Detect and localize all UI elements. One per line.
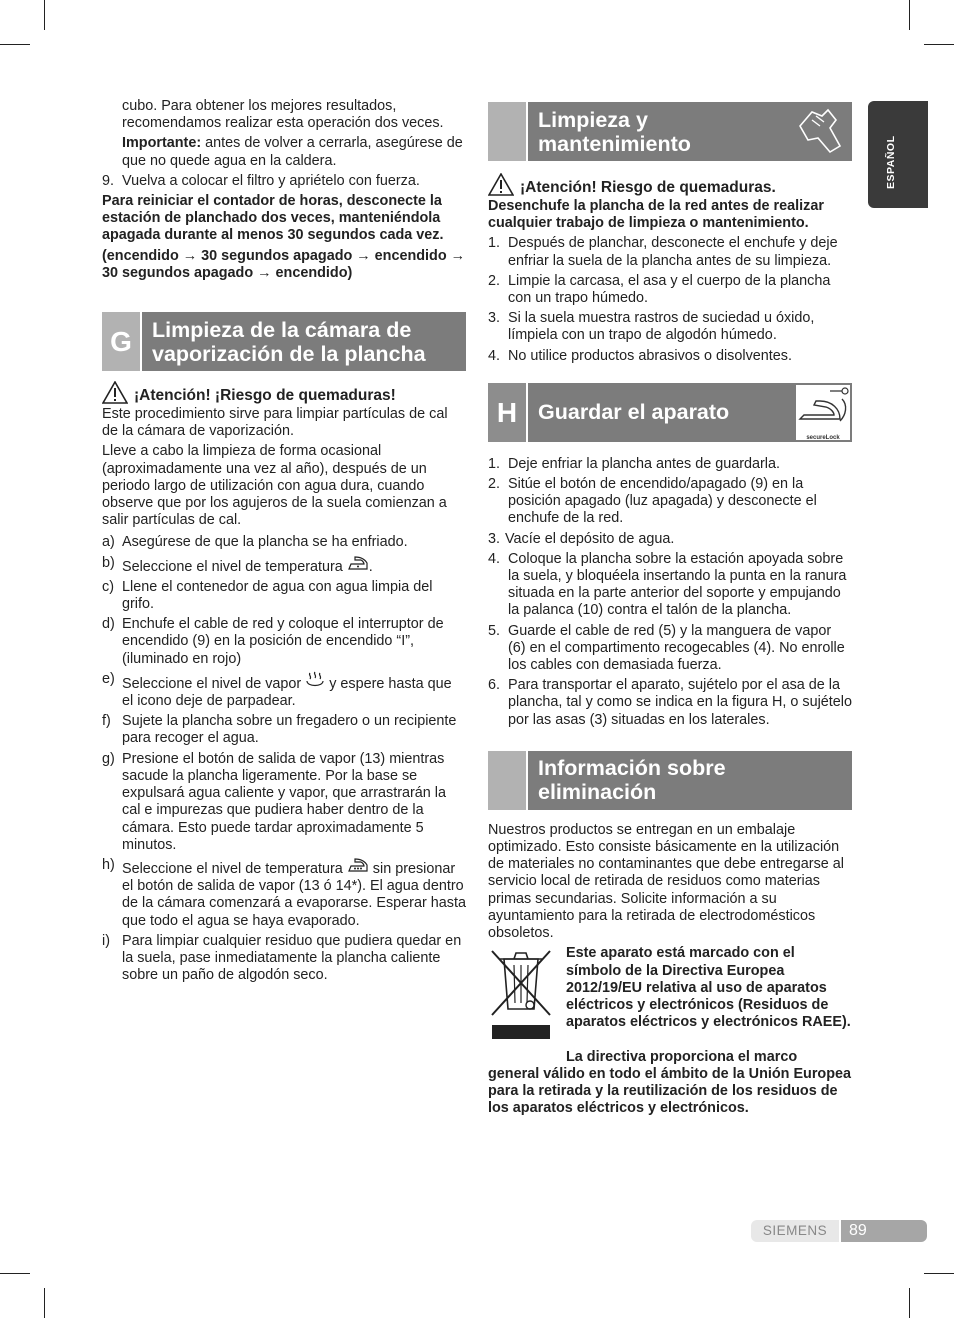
list-text: Seleccione el nivel de temperatura xyxy=(122,558,343,575)
list-marker: c) xyxy=(102,578,114,595)
reset-sequence: (encendido → 30 segundos apagado → encendido → 30 segundos apagado → encendido) xyxy=(102,247,466,281)
list-text: Limpie la carcasa, el asa y el cuerpo de la plancha con un trapo húmedo. xyxy=(508,272,831,307)
list-marker: i) xyxy=(102,932,110,949)
list-text: Deje enfriar la plancha antes de guardarla. xyxy=(508,455,780,472)
section-header-g xyxy=(102,312,466,371)
list-item xyxy=(102,713,466,747)
section-title-box xyxy=(528,383,852,442)
list-text: Para transportar el aparato, sujételo por el asa de la plancha, tal y como se indica en la figura H, o sujételo por las asas (3) situadas en los laterales. xyxy=(508,677,852,728)
warning-heading xyxy=(102,381,466,404)
paragraph: Nuestros productos se entregan en un embalaje optimizado. Esto consiste básicamente en la utilización de materiales no contaminantes que debe entregarse al servicio local de retirada de residuos como materias primas secundarias. Solicite información a su ayuntamiento para la retirada de electrodomésticos obsoletos. xyxy=(488,821,844,942)
list-text: Sitúe el botón de encendido/apagado (9) en la posición apagado (luz apagada) y desconecte el enchufe de la red. xyxy=(508,476,817,527)
list-marker: h) xyxy=(102,856,115,873)
list-marker: 5. xyxy=(488,622,501,639)
list-marker: 1. xyxy=(488,455,501,472)
list-marker: 3. xyxy=(488,310,501,327)
intro-continuation: cubo. Para obtener los mejores resultados, recomendamos realizar esta operación dos veces. xyxy=(122,98,444,132)
list-item xyxy=(102,616,466,668)
section-letter: G xyxy=(102,312,140,371)
left-column xyxy=(102,98,466,987)
iron-temp-max-icon xyxy=(347,857,369,873)
list-item xyxy=(488,235,852,269)
page-footer xyxy=(751,1220,927,1242)
list-text: Seleccione el nivel de vapor xyxy=(122,675,302,692)
list-marker: a) xyxy=(102,534,115,551)
weee-block xyxy=(488,945,852,1046)
list-marker: 4. xyxy=(488,347,501,364)
brand-label: SIEMENS xyxy=(751,1220,839,1242)
section-title-box xyxy=(528,102,852,161)
section-title: Guardar el aparato xyxy=(538,400,730,425)
list-marker: b) xyxy=(102,554,115,571)
list-text: Enchufe el cable de red y coloque el interruptor de encendido (9) en la posición de encendido “I”, (iluminado en rojo) xyxy=(122,616,444,667)
crop-mark xyxy=(44,0,45,30)
list-item xyxy=(488,677,852,729)
list-marker: d) xyxy=(102,616,115,633)
crop-mark xyxy=(924,44,954,45)
weee-text: Este aparato está marcado con el símbolo de la Directiva Europea 2012/19/EU relativa al uso de aparatos eléctricos y electrónicos (Residuos de aparatos eléctricos y electrónicos RAEE). xyxy=(566,945,851,1031)
list-item xyxy=(488,551,852,620)
list-item xyxy=(102,857,466,930)
right-column xyxy=(488,98,852,1120)
crossed-bin-icon xyxy=(488,945,554,1041)
list-marker: 9. xyxy=(102,172,115,189)
list-item xyxy=(102,933,466,985)
iron-temp-icon xyxy=(347,555,369,571)
crop-mark xyxy=(909,1288,910,1318)
list-text: Guarde el cable de red (5) y la manguera de vapor (6) en el compartimento recogecables (4). No enrolle los cables con demasiada fuerza. xyxy=(508,622,845,674)
crop-mark xyxy=(924,1273,954,1274)
list-item xyxy=(488,310,852,344)
list-item xyxy=(102,671,466,710)
paragraph: Lleve a cabo la limpieza de forma ocasional (aproximadamente una vez al año), después de un periodo largo de utilización con agua dura, cuando observe que por los agujeros de la suela comienzan a salir partículas de cal. xyxy=(102,443,447,529)
section-title: Limpieza y mantenimiento xyxy=(538,107,691,156)
list-marker: g) xyxy=(102,750,115,767)
crop-mark xyxy=(909,0,910,30)
list-item xyxy=(488,623,852,675)
list-text: No utilice productos abrasivos o disolventes. xyxy=(508,347,792,364)
reset-instructions: Para reiniciar el contador de horas, desconecte la estación de planchado dos veces, manteniéndola apagada durante al menos 30 segundos cada vez. xyxy=(102,193,444,244)
directive-text-span: La directiva proporciona el marco general válido en todo el ámbito de la Unión Europea para la retirada y la reutilización de los residuos de los aparatos eléctricos y electrónicos. xyxy=(488,1048,852,1117)
unplug-notice: Desenchufe la plancha de la red antes de realizar cualquier trabajo de limpieza o mantenimiento. xyxy=(488,198,824,232)
language-tab-label: ESPAÑOL xyxy=(885,135,897,189)
list-text: Para limpiar cualquier residuo que pudiera quedar en la suela, pase inmediatamente la plancha caliente sobre un paño de algodón seco. xyxy=(122,932,462,984)
list-marker: f) xyxy=(102,713,111,730)
crop-mark xyxy=(0,1273,30,1274)
list-item xyxy=(488,273,852,307)
list-text: Seleccione el nivel de temperatura xyxy=(122,860,343,877)
importante-label: Importante: xyxy=(122,135,202,152)
list-item xyxy=(488,456,852,473)
paragraph: Este procedimiento sirve para limpiar partículas de cal de la cámara de vaporización. xyxy=(102,406,448,440)
list-item xyxy=(488,348,852,365)
importante-text: antes de volver a cerrarla, asegúrese de que no quede agua en la caldera. xyxy=(122,135,463,169)
list-marker: 6. xyxy=(488,677,501,694)
warning-triangle-icon xyxy=(102,381,128,404)
list-marker: 1. xyxy=(488,235,501,252)
section-letter-blank xyxy=(488,102,526,161)
importante-note xyxy=(102,135,466,169)
steam-icon xyxy=(305,671,325,688)
list-marker: 3. xyxy=(488,530,501,547)
list-text: Vuelva a colocar el filtro y apriételo con fuerza. xyxy=(122,172,420,189)
warning-text: ¡Atención! ¡Riesgo de quemaduras! xyxy=(134,386,396,404)
list-text: Asegúrese de que la plancha se ha enfriado. xyxy=(122,534,408,551)
page-number: 89 xyxy=(841,1220,927,1242)
section-title: Limpieza de la cámara de vaporización de la plancha xyxy=(142,312,466,371)
list-marker: 4. xyxy=(488,550,501,567)
secure-lock-caption: secureLock xyxy=(806,434,840,441)
list-item xyxy=(488,531,852,548)
secure-lock-badge xyxy=(796,385,850,440)
cleaning-hand-icon xyxy=(792,106,848,156)
weee-symbol xyxy=(488,945,566,1046)
list-marker: 2. xyxy=(488,476,501,493)
list-item xyxy=(102,579,466,613)
section-letter-blank xyxy=(488,751,526,810)
list-marker: 2. xyxy=(488,272,501,289)
list-item xyxy=(102,555,466,576)
section-title: Información sobre eliminación xyxy=(528,751,852,810)
list-text: Vacíe el depósito de agua. xyxy=(505,530,675,547)
section-header-disposal xyxy=(488,751,852,810)
language-tab xyxy=(868,101,928,208)
list-text: Después de planchar, desconecte el enchufe y deje enfriar la suela de la plancha antes de su limpieza. xyxy=(508,235,838,269)
warning-text: ¡Atención! Riesgo de quemaduras. xyxy=(520,178,776,196)
list-text: Llene el contenedor de agua con agua limpia del grifo. xyxy=(122,578,433,613)
list-item xyxy=(102,173,466,190)
section-header-cleaning xyxy=(488,102,852,161)
section-header-h xyxy=(488,383,852,442)
warning-heading xyxy=(488,173,852,196)
crop-mark xyxy=(0,44,30,45)
list-text: Coloque la plancha sobre la estación apoyada sobre la suela, y bloquéela insertando la punta en la ranura situada en la parte anterior del soporte y empujando la palanca (10) contra el talón de la plancha. xyxy=(508,550,847,619)
list-text: Si la suela muestra rastros de suciedad u óxido, límpiela con un trapo de algodón húmedo. xyxy=(508,310,815,344)
crop-mark xyxy=(44,1288,45,1318)
list-item xyxy=(102,751,466,854)
warning-triangle-icon xyxy=(488,173,514,196)
list-item xyxy=(102,534,466,551)
list-text-after: . xyxy=(368,558,373,575)
list-text-after: y espere hasta que el icono deje de parpadear. xyxy=(122,675,452,710)
list-text-after: sin presionar el botón de salida de vapor (13 ó 14*). El agua dentro de la cámara comenzará a evaporarse. Esperar hasta que todo el agua se haya evaporado. xyxy=(122,860,466,929)
iron-lock-icon xyxy=(796,385,850,429)
directive-text xyxy=(488,1049,852,1118)
list-item xyxy=(488,476,852,528)
list-text: Presione el botón de salida de vapor (13) mientras sacude la plancha ligeramente. Por la base se expulsará agua caliente y vapor, que arrastrarán la cal e impurezas que pudiera haber dentro de la cámara. Esto puede tardar aproximadamente 5 minutos. xyxy=(122,750,446,853)
list-marker: e) xyxy=(102,670,115,687)
list-text: Sujete la plancha sobre un fregadero o un recipiente para recoger el agua. xyxy=(122,713,457,747)
section-letter: H xyxy=(488,383,526,442)
